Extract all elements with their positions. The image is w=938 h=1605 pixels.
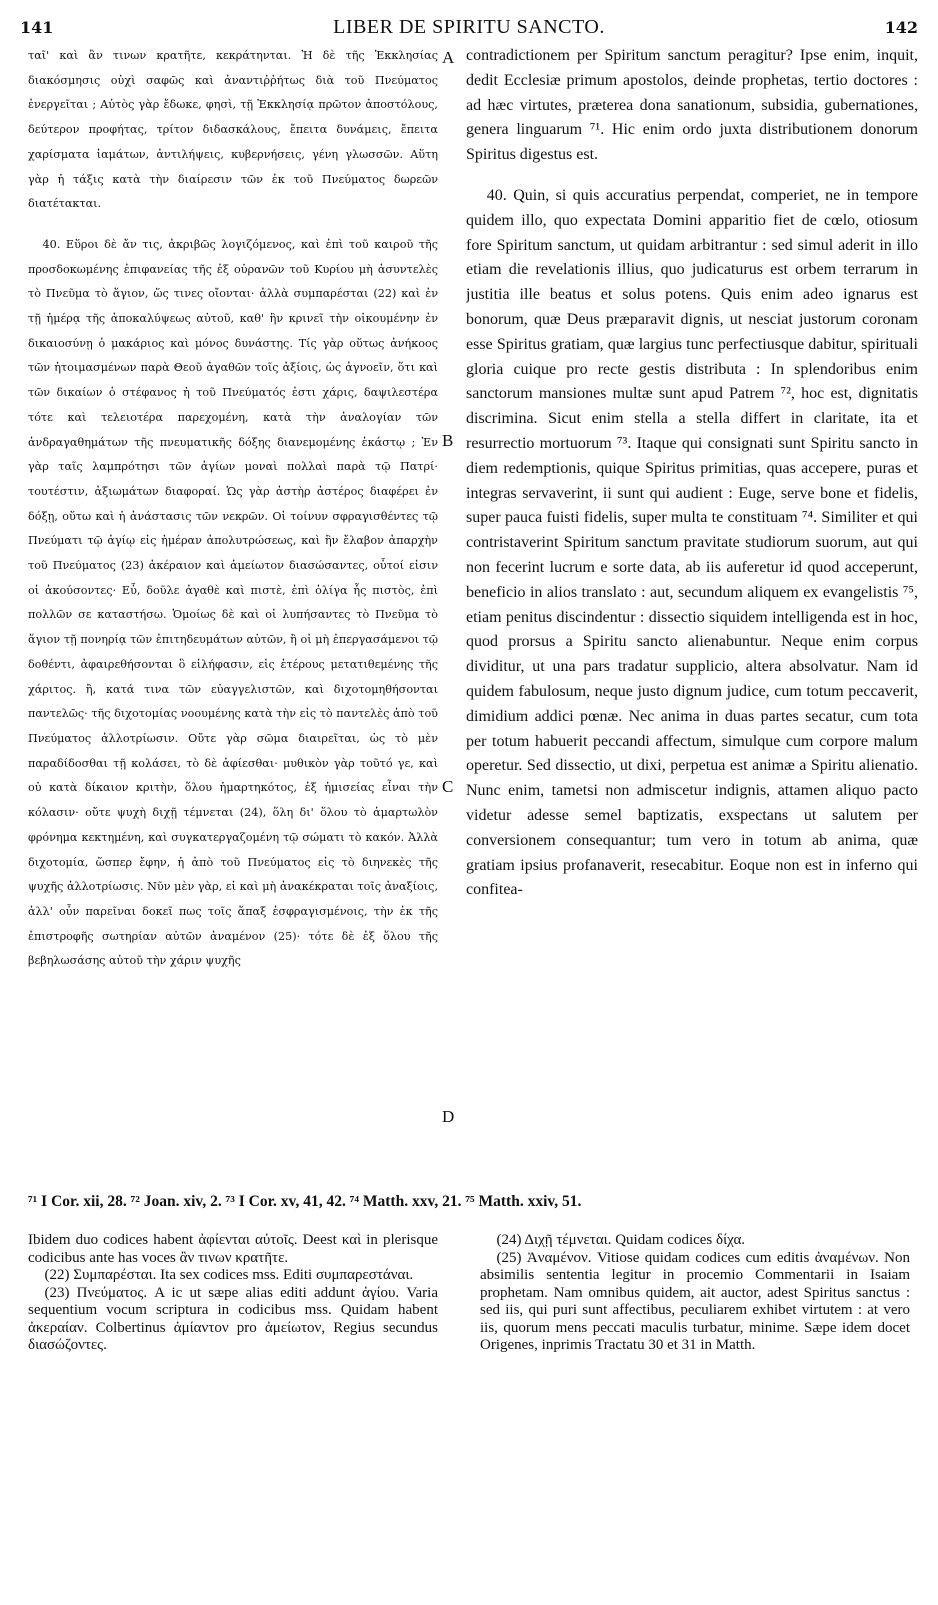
- latin-paragraph-continued: contradictionem per Spiritum sanctum peragitur? Ipse enim, inquit, dedit Ecclesiæ primum apostolos, deinde prophetas, tertio doctores : ad hæc virtutes, præterea dona sanationum, subsidia, gubernationes, genera linguarum ⁷¹. Hic enim ordo juxta distributionem donorum Spiritus digestus est.: [466, 47, 918, 164]
- critical-notes-right: [480, 1232, 910, 1355]
- note-continued: Ibidem duo codices habent ἀφίενται αὐτοῖς. Deest καὶ in plerisque codicibus ante has voces ἂν τινων κρατῆτε.: [28, 1232, 438, 1266]
- note-24: (24) Διχῇ τέμνεται. Quidam codices δίχα.: [496, 1232, 746, 1248]
- critical-notes-left: [28, 1232, 438, 1355]
- latin-paragraph-40: 40. Quin, si quis accuratius perpendat, comperiet, ne in tempore quidem illo, quo expectata Domini apparitio fiet de cœlo, otiosum fore Spiritum sanctum, ut quidam arbitrantur : sed simul aderit in illo etiam die revelationis illius, quo judicaturus est orbem terrarum in justitia ille beatus et solus potens. Quis enim adeo ignarus est bonorum, quæ Deus præparavit dignis, ut nesciat justorum coronam esse Spiritus gratiam, quæ largius tunc perfectiusque dabitur, spirituali gloria cuique pro recte gestis distributa : In splendoribus enim sanctorum mansiones multæ sunt apud Patrem ⁷², hoc est, dignitatis discrimina. Sicut enim stella a stella differt in claritate, ita et resurrectio mortuorum ⁷³. Itaque qui consignati sunt Spiritu sancto in diem redemptionis, quique Spiritus primitias, quas accepere, puras et integras servaverint, ii sunt qui audient : Euge, serve bone et fidelis, super pauca fuisti fidelis, super multa te constituam ⁷⁴. Similiter et qui contristaverint Spiritum sanctum pravitate studiorum suorum, aut qui non fecerint lucrum e sorte data, ab iis auferetur id quod acceperunt, beneficio in alios translato : aut, secundum aliquem ex evangelistis ⁷⁵, etiam penitus discindentur : dissectio siquidem intelligenda est in hoc, quod prorsus a Spiritu sancto alienabuntur. Neque enim corpus dividitur, ut una pars tradatur supplicio, altera absolvatur. Nam id quidem fabulosum, neque justo dignum judice, cum totum peccaverit, dimidium addici pœnæ. Nec anima in duas partes secatur, cum tota per totum habuerit peccandi affectum, simulque cum corpore malum operetur. Sed dissectio, ut dixi, perpetua est animæ a Spiritu alienatio. Nunc enim, tametsi non admiscetur indignis, attamen aliquo pacto videtur adesse semel baptizatis, exspectans ut salutem per conversionem consequantur; tum vero in totum ab anima, quæ gratiam ipsius profanaverit, resecabitur. Eoque non est in inferno qui confitea-: [466, 186, 918, 899]
- scripture-references: ⁷¹ I Cor. xii, 28. ⁷² Joan. xiv, 2. ⁷³ I Cor. xv, 41, 42. ⁷⁴ Matth. xxv, 21. ⁷⁵ Matth. xxiv, 51.: [28, 1193, 582, 1210]
- margin-section-letters: [440, 44, 464, 1174]
- running-header: [20, 8, 918, 42]
- note-25: (25) Ἀναμένον. Vitiose quidam codices cum editis ἀναμένων. Non absimilis sententia legitur in procemio Commentarii in Isaiam prophetam. Nam omnibus quidem, ait auctor, adest Spiritus sanctus : sed iis, qui puri sunt affectibus, peculiarem exhibet virtutem : at vero iis, quorum mens peccati maculis turbatur, minime. Sæpe idem docet Origenes, inprimis Tractatu 30 et 31 in Matth.: [480, 1249, 910, 1353]
- running-title: LIBER DE SPIRITU SANCTO.: [333, 16, 605, 38]
- latin-text-column: [466, 44, 918, 1174]
- note-22: (22) Συμπαρέσται. Ita sex codices mss. Editi συμπαρεστάναι.: [44, 1267, 414, 1283]
- margin-letter-b: B: [442, 431, 454, 450]
- greek-text-column: [28, 44, 438, 1174]
- left-page-number: 141: [20, 18, 54, 37]
- note-23: (23) Πνεύματος. A ic ut sæpe alias editi addunt ἁγίου. Varia sequentium vocum scriptura in codicibus mss. Quidam habent ἀκεραίαν. Colbertinus ἀμίαντον pro ἀμείωτον, Regius secundus διασώζοντες.: [28, 1284, 438, 1353]
- margin-letter-d: D: [442, 1107, 455, 1126]
- right-page-number: 142: [884, 18, 918, 37]
- margin-letter-a: A: [442, 48, 455, 67]
- margin-letter-c: C: [442, 777, 454, 796]
- greek-paragraph-40: 40. Εὕροι δὲ ἄν τις, ἀκριβῶς λογιζόμενος, καὶ ἐπὶ τοῦ καιροῦ τῆς προσδοκωμένης ἐπιφανείας τῆς ἐξ οὐρανῶν τοῦ Κυρίου μὴ ἀσυντελὲς τὸ Πνεῦμα τὸ ἅγιον, ὥς τινες οἴονται· ἀλλὰ συμπαρέσται (22) καὶ ἐν τῇ ἡμέρᾳ τῆς ἀποκαλύψεως αὐτοῦ, καθ' ἣν κρινεῖ τὴν οἰκουμένην ἐν δικαιοσύνῃ ὁ μακάριος καὶ μόνος δυνάστης. Τίς γὰρ οὕτως ἀνήκοος τῶν ἡτοιμασμένων παρὰ Θεοῦ ἀγαθῶν τοῖς ἀξίοις, ὡς ἀγνοεῖν, ὅτι καὶ τῶν δικαίων ὁ στέφανος ἡ τοῦ Πνεύματός ἐστι χάρις, δαψιλεστέρα τότε καὶ τελειοτέρα παρεχομένη, κατὰ τὴν ἀναλογίαν τῶν ἀνδραγαθημάτων τῆς πνευματικῆς δόξης διανεμομένης ἑκάστῳ ; Ἐν γὰρ ταῖς λαμπρότησι τῶν ἁγίων μοναὶ πολλαὶ παρὰ τῷ Πατρί· τουτέστιν, ἀξιωμάτων διαφοραί. Ὡς γὰρ ἀστὴρ ἀστέρος διαφέρει ἐν δόξῃ, οὕτω καὶ ἡ ἀνάστασις τῶν νεκρῶν. Οἱ τοίνυν σφραγισθέντες τῷ Πνεύματι τῷ ἁγίῳ εἰς ἡμέραν ἀπολυτρώσεως, καὶ ἣν ἔλαβον ἀπαρχὴν τοῦ Πνεύματος (23) ἀκέραιον καὶ ἀμείωτον διασώσαντες, οὗτοί εἰσιν οἱ ἀκούσοντες· Εὖ, δοῦλε ἀγαθὲ καὶ πιστὲ, ἐπὶ ὀλίγα ἧς πιστὸς, ἐπὶ πολλῶν σε καταστήσω. Ὁμοίως δὲ καὶ οἱ λυπήσαντες τὸ Πνεῦμα τὸ ἅγιον τῇ πονηρίᾳ τῶν ἐπιτηδευμάτων αὐτῶν, ἢ οἱ μὴ ἐπεργασάμενοι τῷ δοθέντι, ἀφαιρεθήσονται ὃ εἰλήφασιν, εἰς ἑτέρους μετατιθεμένης τῆς χάριτος. ἢ, κατά τινα τῶν εὐαγγελιστῶν, καὶ διχοτομηθήσονται παντελῶς· τῆς διχοτομίας νοουμένης κατὰ τὴν εἰς τὸ παντελὲς ἀπὸ τοῦ Πνεύματος ἀλλοτρίωσιν. Οὔτε γὰρ σῶμα διαιρεῖται, ὡς τὸ μὲν παραδίδοσθαι τῇ κολάσει, τὸ δὲ ἀφίεσθαι· μυθικὸν γὰρ τοῦτό γε, καὶ οὐ κατὰ δίκαιον κριτὴν, ὅλου ἡμαρτηκότος, ἐξ ἡμισείας εἶναι τὴν κόλασιν· οὔτε ψυχὴ διχῇ τέμνεται (24), ὅλη δι' ὅλου τὸ ἁμαρτωλὸν φρόνημα κεκτημένη, καὶ συγκατεργαζομένη τῷ σώματι τὸ κακόν. Ἀλλὰ διχοτομία, ὥσπερ ἔφην, ἡ ἀπὸ τοῦ Πνεύματος εἰς τὸ διηνεκὲς τῆς ψυχῆς ἀλλοτρίωσις. Νῦν μὲν γὰρ, εἰ καὶ μὴ ἀνακέκραται τοῖς ἀναξίοις, ἀλλ' οὖν παρεῖναι δοκεῖ πως τοῖς ἅπαξ ἐσφραγισμένοις, τὴν ἐκ τῆς ἐπιστροφῆς σωτηρίαν αὐτῶν ἀναμένον (25)· τότε δὲ ἐξ ὅλου τῆς βεβηλωσάσης αὐτοῦ τὴν χάριν ψυχῆς: [28, 237, 438, 968]
- greek-paragraph-continued: ταῖ' καὶ ἂν τινων κρατῆτε, κεκράτηνται. Ἡ δὲ τῆς Ἐκκλησίας διακόσμησις οὐχὶ σαφῶς καὶ ἀναντιῤῥήτως διὰ τοῦ Πνεύματος ἐνεργεῖται ; Αὐτὸς γὰρ ἔδωκε, φησὶ, τῇ Ἐκκλησίᾳ πρῶτον ἀποστόλους, δεύτερον προφήτας, τρίτον διδασκάλους, ἔπειτα δυνάμεις, ἔπειτα χαρίσματα ἰαμάτων, ἀντιλήψεις, κυβερνήσεις, γένη γλωσσῶν. Αὕτη γὰρ ἡ τάξις κατὰ τὴν διαίρεσιν τῶν ἐκ τοῦ Πνεύματος δωρεῶν διατέτακται.: [28, 49, 438, 211]
